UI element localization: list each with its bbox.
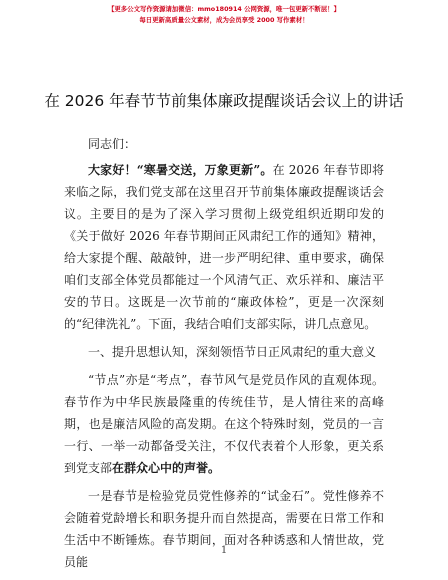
section-1-point-1: 一是春节是检验党员党性修养的“试金石”。党性修养不会随着党龄增长和职务提升而自然提高，需要在日常工作和生活中不断锤炼。春节期间，面对各种诱惑和人情世故，党员能 (64, 489, 384, 569)
section-1-paragraph (64, 369, 384, 479)
intro-paragraph (64, 159, 384, 335)
header-banner (0, 4, 448, 26)
section-1-bold-text: 在群众心中的声誉。 (112, 461, 221, 475)
banner-line-1: 【更多公文写作资源请加微信：mmo180914 公网资源，唯一包更新不断层！】 (108, 5, 340, 13)
intro-bold-text: 大家好！“寒暑交送，万象更新”。 (88, 163, 273, 177)
section-1-heading: 一、提升思想认知，深刻领悟节日正风肃纪的重大意义 (88, 345, 377, 359)
page-number: 1 (220, 545, 228, 556)
section-1-text: “节点”亦是“考点”，春节风气是党员作风的直观体现。春节作为中华民族最隆重的传统佳节，是人情往来的高峰期，也是廉洁风险的高发期。在这个特殊时刻，党员的一言一行、一举一动都备受关注，不仅代表着个人形象，更关系到党支部 (64, 373, 384, 475)
banner-line-2: 每日更新高质量公文素材，成为会员享受 2000 写作素材！ (139, 16, 309, 24)
document-title: 在 2026 年春节节前集体廉政提醒谈话会议上的讲话 (44, 92, 404, 110)
salutation: 同志们： (88, 137, 137, 151)
intro-text: 在 2026 年春节即将来临之际，我们党支部在这里召开节前集体廉政提醒谈话会议。主要目的是为了深入学习贯彻上级党组织近期印发的《关于做好 2026 年春节期间正风肃纪工作的通知》精神，给大家提个醒、敲敲钟，进一步严明纪律、重申要求，确保咱们支部全体党员都能过一个风清气正、欢乐祥和、廉洁平安的节日。这既是一次节前的“廉政体检”，更是一次深刻的“纪律洗礼”。下面，我结合咱们支部实际，讲几点意见。 (64, 163, 385, 331)
document-body (64, 133, 384, 573)
